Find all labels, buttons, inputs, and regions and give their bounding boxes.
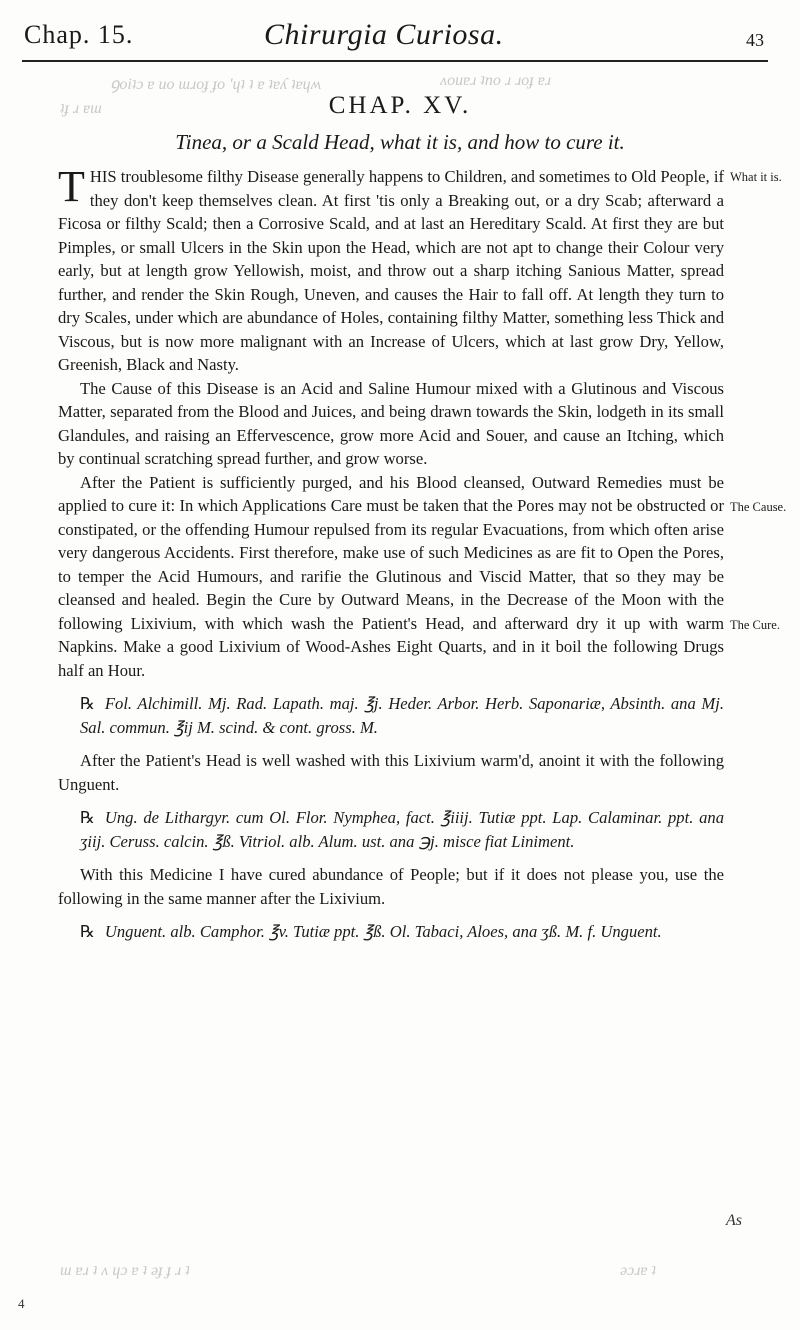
paragraph-cure: After the Patient is sufficiently purged, and his Blood cleansed, Outward Remedies must be applied to cure it: In which Applications Care must be taken that the Pores may not be obstructed or constipated, or the offending Humour repulsed from its regular Evacuations, from which often arise very dangerous Accidents. First therefore, make use of such Medicines as are fit to Open the Pores, to temper the Acid Humours, and rarifie the Glutinous and Viscid Matter, that so they may be cleansed and healed. Begin the Cure by Outward Means, in the Decrease of the Moon with the following Lixivium, with which wash the Patient's Head, and afterward dry it up with warm Napkins. Make a good Lixivium of Wood-Ashes Eight Quarts, and in it boil the following Drugs half an Hour. [58,472,724,680]
sidenote-the-cure: The Cure. [730,618,780,632]
recipe-unguent-alb-text: Unguent. alb. Camphor. ℥v. Tutiæ ppt. ℥ß. Ol. Tabaci, Aloes, ana ʒß. M. f. Unguent. [104,922,662,941]
header-rule [22,60,768,62]
recipe-unguent-alb [80,920,724,944]
recipe-unguent [80,806,724,853]
paragraph-cause: The Cause of this Disease is an Acid and Saline Humour mixed with a Glutinous and Viscous Matter, separated from the Blood and Juices, and being drawn towards the Skin, lodgeth in its small Glandules, and raising an Effervescence, grow more Acid and Souer, and cause an Itching, which by continual scratching spread further, and grow worse. [58,378,724,468]
running-head [24,14,764,54]
recipe-unguent-text: Ung. de Lithargyr. cum Ol. Flor. Nymphea, fact. ℥iiij. Tutiæ ppt. Lap. Calaminar. ppt. ana ʒiij. Ceruss. calcin. ℥ß. Vitriol. alb. Alum. ust. ana ℈j. misce fiat Liniment. [80,808,724,851]
signature-mark: 4 [18,1296,25,1311]
chapter-subtitle: Tinea, or a Scald Head, what it is, and how to cure it. [175,130,625,154]
body-text [58,162,724,954]
page-number: 43 [746,30,764,50]
running-head-chapter: Chap. 15. [24,20,134,49]
book-page: ꝯoiʇɔ ɐ uo ɯɹoɟ ɟo 'ɥʇ ʇ ɐ ʇɐʎ ʇɐɥʍ ʌouɐɹ ʇno ɹ ɹoɟ ɐɹ ʇɟ ɹ ɐɯ ɯ ɐɹ ʇ ʌ ɥɔ ɐ ʇ ǝɟ ɟ ɹ ʇ ǝɔɹɐ ʇ Chap. 15. Chirurgia Curiosa. 43 CHAP. XV. Tinea, or a Scald Head, what it is, and how to cure it. What it is. The Cause. The Cure. THIS troublesome filthy Disease generally happens to Children, and sometimes to Old People, if they don't keep themselves clean. At first 'tis only a Breaking out, or a dry Scab; afterward a Ficosa or filthy Scald; then a Corrosive Scald, and at last an Hereditary Scald. At first they are but Pimples, or small Ulcers in the Skin upon the Head, which are not apt to change their Colour very early, but at length grow Yellowish, moist, and throw out a sharp itching Sanious Matter, spread further, and render the Skin Rough, Uneven, and causes the Hair to fall off. At length they turn to dry Scales, under which are abundance of Holes, containing filthy Matter, something less Thick and Viscous, but is now more malignant with an Increase of Ulcers, which at last grow Dry, Yellow, Greenish, Black and Nasty. The Cause of this Disease is an Acid and Saline Humour mixed with a Glutinous and Viscous Matter, separated from the Blood and Juices, and being drawn towards the Skin, lodgeth in its small Glandules, and raising an Effervescence, grow more Acid and Souer, and cause an Itching, which by continual scratching spread further, and grow worse. After the Patient is sufficiently purged, and his Blood cleansed, Outward Remedies must be applied to cure it: In which Applications Care must be taken that the Pores may not be obstructed or constipated, or the offending Humour repulsed from its regular Evacuations, from which often arise very dangerous Accidents. First therefore, make use of such Medicines as are fit to Open the Pores, to temper the Acid Humours, and rarifie the Glutinous and Viscid Matter, that so they may be cleansed and healed. Begin the Cure by Outward Means, in the Decrease of the Moon with the following Lixivium, with which wash the Patient's Head, and afterward dry it up with warm Napkins. Make a good Lixivium of Wood-Ashes Eight Quarts, and in it boil the following Drugs half an Hour. ℞ Fol. Alchimill. Mj. Rad. Lapath. maj. ℥j. Heder. Arbor. Herb. Saponariæ, Absinth. ana Mj. Sal. commun. ℥ij M. scind. & cont. gross. M. After the Patient's Head is well washed with this Lixivium warm'd, anoint it with the following Unguent. ℞ Ung. de Lithargyr. cum Ol. Flor. Nymphea, fact. ℥iiij. Tutiæ ppt. Lap. Calaminar. ppt. ana ʒiij. Ceruss. calcin. ℥ß. Vitriol. alb. Alum. ust. ana ℈j. misce fiat Liniment. With this Medicine I have cured abundance of People; but if it does not please you, use the following in the same manner after the Lixivium. ℞ Unguent. alb. Camphor. ℥v. Tutiæ ppt. ℥ß. Ol. Tabaci, Aloes, ana ʒß. M. f. Unguent. As 4 [0,0,800,1330]
catchword: As [726,1212,742,1229]
paragraph-anoint: After the Patient's Head is well washed with this Lixivium warm'd, anoint it with the following Unguent. [58,751,724,794]
recipe-symbol: ℞ [80,808,95,827]
paragraph-cured: With this Medicine I have cured abundance of People; but if it does not please you, use the following in the same manner after the Lixivium. [58,865,724,908]
recipe-lixivium-text: Fol. Alchimill. Mj. Rad. Lapath. maj. ℥j. Heder. Arbor. Herb. Saponariæ, Absinth. ana Mj. Sal. commun. ℥ij M. scind. & cont. gross. M. [80,694,724,737]
recipe-symbol: ℞ [80,694,95,713]
paragraph-what-it-is: THIS troublesome filthy Disease generally happens to Children, and sometimes to Old People, if they don't keep themselves clean. At first 'tis only a Breaking out, or a dry Scab; afterward a Ficosa or filthy Scald; then a Corrosive Scald, and at last an Hereditary Scald. At first they are but Pimples, or small Ulcers in the Skin upon the Head, which are not apt to change their Colour very early, but at length grow Yellowish, moist, and throw out a sharp itching Sanious Matter, spread further, and render the Skin Rough, Uneven, and causes the Hair to fall off. At length they turn to dry Scales, under which are abundance of Holes, containing filthy Matter, something less Thick and Viscous, but is now more malignant with an Increase of Ulcers, which at last grow Dry, Yellow, Greenish, Black and Nasty. [58,162,724,374]
recipe-symbol: ℞ [80,922,95,941]
recipe-lixivium [80,692,724,739]
sidenote-the-cause: The Cause. [730,500,787,514]
running-head-title: Chirurgia Curiosa. [264,18,504,51]
chapter-heading: CHAP. XV. [328,92,472,119]
sidenote-what-it-is: What it is. [730,170,782,184]
